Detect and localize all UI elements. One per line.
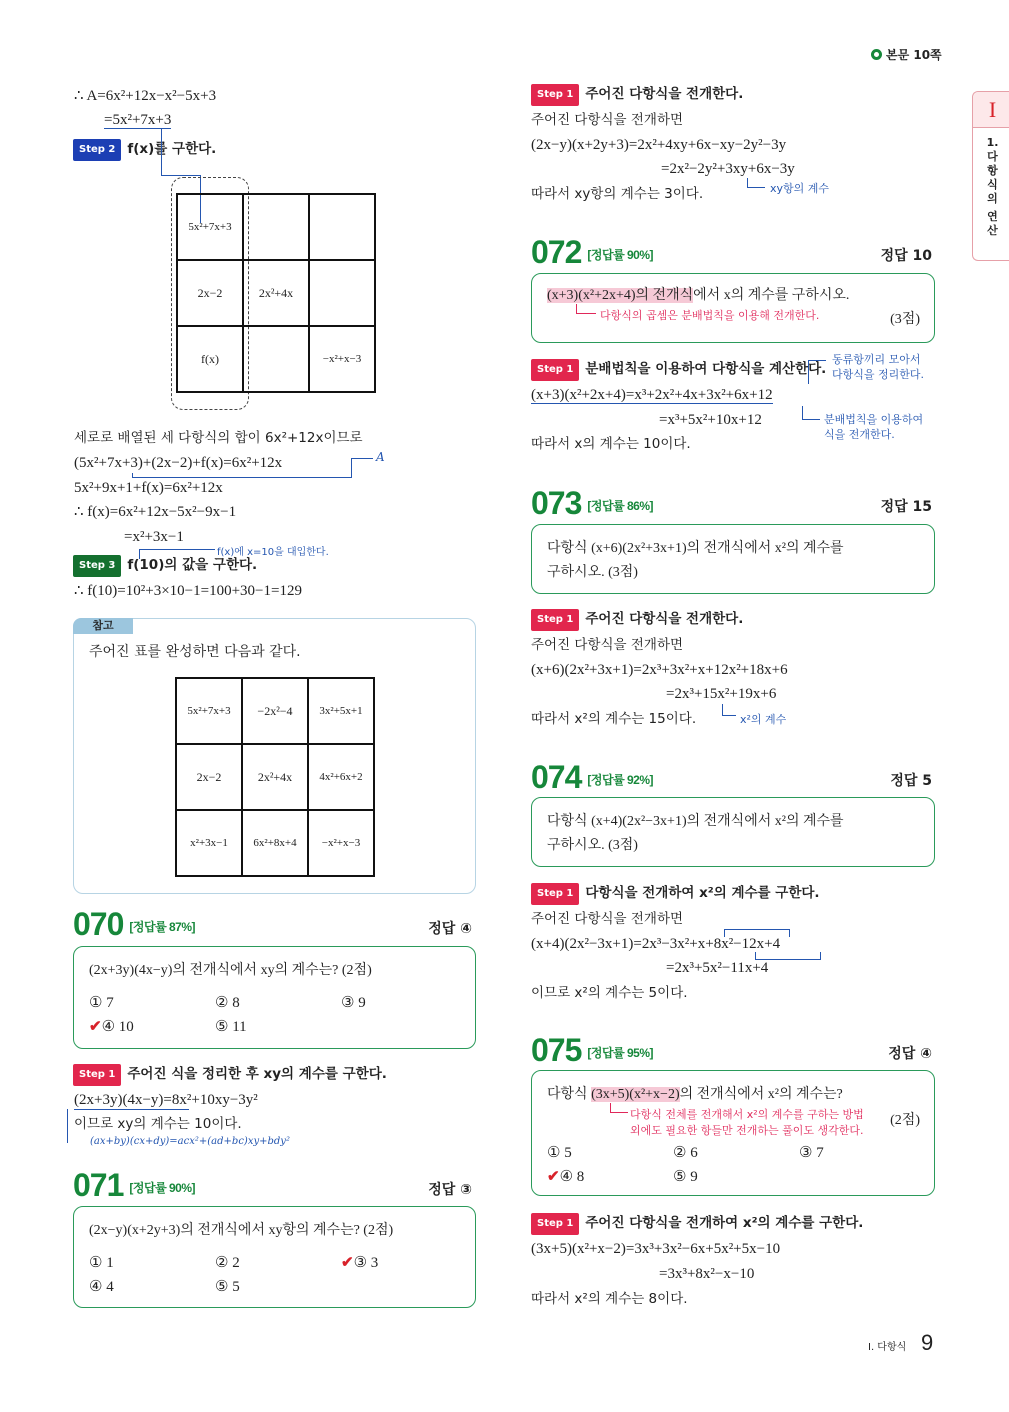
choice-5[interactable]: ⑤ 11 [215,1019,247,1035]
choice-4-checked[interactable]: ✔④ 10 [89,1019,134,1035]
answer-label: 정답 ④ [888,1046,932,1062]
grid-cell [243,194,309,260]
step-badge: Step 1 [531,609,579,631]
step-heading: Step 3 f(10)의 값을 구한다. [73,555,257,577]
grid-cell [309,260,375,326]
connector-line [722,704,736,716]
paragraph: 따라서 xy항의 계수는 3이다. [531,186,704,202]
choice-3-checked[interactable]: ✔③ 3 [341,1255,379,1271]
step-badge: Step 1 [531,1213,579,1235]
points: (3점) [890,312,920,327]
reference-text: 주어진 표를 완성하면 다음과 같다. [89,644,301,660]
step-heading: Step 1 주어진 다항식을 전개한다. [531,84,743,106]
answer-label: 정답 ④ [428,921,472,937]
grid-cell: −x²+x−3 [309,326,375,392]
grid-cell: 2x²+4x [242,744,308,810]
answer-label: 정답 ③ [428,1182,472,1198]
accuracy-rate: [정답률 86%] [587,499,654,513]
question-box [531,273,935,343]
equation: =x³+5x²+10x+12 [659,412,762,428]
step-badge: Step 1 [531,359,579,381]
magic-square-partial [176,193,376,393]
grid-cell: 3x²+5x+1 [308,678,374,744]
question-box [73,946,476,1049]
connector-line [610,1103,628,1113]
choice-4[interactable]: ④ 4 [89,1279,114,1295]
answer-label: 정답 5 [890,773,932,789]
question-text: 구하시오. (3점) [547,565,638,580]
connector-line [351,458,373,478]
step-badge: Step 3 [73,555,121,577]
question-number: 071 [정답률 90%] [73,1167,196,1203]
choice-2[interactable]: ② 8 [215,995,240,1011]
grid-cell: −2x²−4 [242,678,308,744]
page-reference: 본문 10쪽 [871,46,942,63]
equation: =2x²−2y²+3xy+6x−3y [661,161,795,177]
step-heading: Step 1 주어진 식을 정리한 후 xy의 계수를 구한다. [73,1064,387,1086]
accuracy-rate: [정답률 90%] [129,1181,196,1195]
question-box [73,1206,476,1308]
equation: =2x³+15x²+19x+6 [666,686,777,702]
grid-cell: 4x²+6x+2 [308,744,374,810]
choice-1[interactable]: ① 7 [89,995,114,1011]
question-text: 다항식 (x+6)(2x²+3x+1)의 전개식에서 x²의 계수를 [547,541,844,556]
equation: (3x+5)(x²+x−2)=3x³+3x²−6x+5x²+5x−10 [531,1241,781,1257]
choice-1[interactable]: ① 1 [89,1255,114,1271]
equation: (2x−y)(x+2y+3)=2x²+4xy+6x−xy−2y²−3y [531,137,787,153]
equation: =3x³+8x²−x−10 [659,1266,755,1282]
connector-line [161,128,201,176]
annotation-note: f(x)에 x=10을 대입한다. [217,547,329,558]
answer-label: 정답 15 [880,499,932,515]
question-number: 070 [정답률 87%] [73,906,196,942]
checkmark-icon: ✔ [341,1255,354,1271]
accuracy-rate: [정답률 87%] [129,920,196,934]
choice-2[interactable]: ② 2 [215,1255,240,1271]
question-number: 075 [정답률 95%] [531,1032,654,1068]
paragraph: 주어진 다항식을 전개하면 [531,112,684,128]
question-text: 다항식 (x+4)(2x²−3x+1)의 전개식에서 x²의 계수를 [547,814,844,829]
paragraph: 따라서 x의 계수는 10이다. [531,436,691,452]
equation: 5x²+9x+1+f(x)=6x²+12x [74,480,223,496]
paragraph: 세로로 배열된 세 다항식의 합이 6x²+12x이므로 [74,430,363,446]
connector-line [74,1109,189,1110]
choice-2[interactable]: ② 6 [673,1145,698,1161]
step-heading: Step 1 주어진 다항식을 전개하여 x²의 계수를 구한다. [531,1213,863,1235]
step-heading: Step 1 다항식을 전개하여 x²의 계수를 구한다. [531,883,820,905]
annotation-A: A [376,450,385,464]
paragraph: 주어진 다항식을 전개하면 [531,911,684,927]
annotation-note: x²의 계수 [740,713,787,726]
chapter-title: 1. 다 항 식 의 연 산 [986,136,999,237]
annotation-note: 동류항끼리 모아서 다항식을 정리한다. [832,353,925,381]
connector-line [747,178,765,188]
question-text: 다항식 (3x+5)(x²+x−2)의 전개식에서 x²의 계수는? [547,1087,843,1102]
equation: ∴ A=6x²+12x−x²−5x+3 [74,88,217,104]
question-text: (2x+3y)(4x−y)의 전개식에서 xy의 계수는? (2점) [89,963,372,978]
answer-label: 정답 10 [880,248,932,264]
equation: =x²+3x−1 [124,529,184,545]
chapter-side-tab [972,91,1009,261]
choice-5[interactable]: ⑤ 9 [673,1169,698,1185]
paragraph: 주어진 다항식을 전개하면 [531,637,684,653]
equation: ∴ f(10)=10²+3×10−1=100+30−1=129 [74,583,302,599]
equation: =2x³+5x²−11x+4 [666,960,769,976]
connector-line [67,1109,68,1143]
grid-cell: f(x) [177,326,243,392]
choice-3[interactable]: ③ 7 [799,1145,824,1161]
step-badge: Step 1 [73,1064,121,1086]
chapter-roman: I [973,92,1009,128]
choice-1[interactable]: ① 5 [547,1145,572,1161]
formula-note: (ax+by)(cx+dy)=acx²+(ad+bc)xy+bdy² [90,1136,290,1147]
grid-cell [243,326,309,392]
grid-cell: −x²+x−3 [308,810,374,876]
checkmark-icon: ✔ [89,1019,102,1035]
accuracy-rate: [정답률 95%] [587,1046,654,1060]
step-badge: Step 2 [73,139,121,161]
annotation-note: 분배법칙을 이용하여 식을 전개한다. [824,413,924,441]
equation: (2x+3y)(4x−y)=8x²+10xy−3y² [74,1092,258,1108]
points: (2점) [890,1113,920,1128]
question-number: 072 [정답률 90%] [531,234,654,270]
paragraph: 이므로 xy의 계수는 10이다. [74,1116,242,1132]
annotation-note: xy항의 계수 [770,182,830,195]
grid-cell: 2x−2 [177,260,243,326]
connector-line [802,406,820,420]
accuracy-rate: [정답률 90%] [587,248,654,262]
question-box [531,797,935,867]
step-badge: Step 1 [531,84,579,106]
step-heading: Step 1 주어진 다항식을 전개한다. [531,609,743,631]
grid-cell: 2x²+4x [243,260,309,326]
question-box [531,1070,935,1196]
paragraph: 따라서 x²의 계수는 15이다. [531,711,697,727]
grid-cell: 5x²+7x+3 [177,194,243,260]
circle-arrow-icon [871,49,882,60]
grid-cell: x²+3x−1 [176,810,242,876]
checkmark-icon: ✔ [547,1169,560,1185]
equation: (x+6)(2x²+3x+1)=2x³+3x²+x+12x²+18x+6 [531,662,788,678]
step-heading: Step 1 분배법칙을 이용하여 다항식을 계산한다. [531,359,826,381]
annotation-note: 다항식 전체를 전개해서 x²의 계수를 구하는 방법 외에도 필요한 항들만 전개하는 풀이도 생각한다. [630,1108,864,1137]
page-number: 9 [921,1330,934,1355]
magic-square-complete [175,677,375,877]
annotation-note: 다항식의 곱셈은 분배법칙을 이용해 전개한다. [600,309,820,322]
equation: (x+4)(2x²−3x+1)=2x³−3x²+x+8x²−12x+4 [531,936,781,952]
question-number: 073 [정답률 86%] [531,485,654,521]
question-text: (2x−y)(x+2y+3)의 전개식에서 xy항의 계수는? (2점) [89,1223,394,1238]
choice-3[interactable]: ③ 9 [341,995,366,1011]
connector-line [808,360,826,384]
paragraph: 따라서 x²의 계수는 8이다. [531,1291,688,1307]
step-badge: Step 1 [531,883,579,905]
footer-section: I. 다항식 [868,1342,907,1353]
grid-cell: 2x−2 [176,744,242,810]
grid-cell [309,194,375,260]
step-heading: Step 2 f(x)를 구한다. [73,139,216,161]
question-box [531,524,935,594]
equation: =5x²+7x+3 [104,112,172,128]
question-number: 074 [정답률 92%] [531,759,654,795]
equation: ∴ f(x)=6x²+12x−5x²−9x−1 [74,504,237,520]
question-text: 구하시오. (3점) [547,838,638,853]
choice-5[interactable]: ⑤ 5 [215,1279,240,1295]
equation: (x+3)(x²+2x+4)=x³+2x²+4x+3x²+6x+12 [531,387,773,403]
choice-4-checked[interactable]: ✔④ 8 [547,1169,585,1185]
question-text: (x+3)(x²+2x+4)의 전개식에서 x의 계수를 구하시오. [547,288,850,303]
grid-cell: 6x²+8x+4 [242,810,308,876]
accuracy-rate: [정답률 92%] [587,773,654,787]
equation: (5x²+7x+3)+(2x−2)+f(x)=6x²+12x [74,455,283,471]
reference-label: 참고 [73,618,133,634]
paragraph: 이므로 x²의 계수는 5이다. [531,985,688,1001]
grid-cell: 5x²+7x+3 [176,678,242,744]
connector-line [576,304,596,314]
